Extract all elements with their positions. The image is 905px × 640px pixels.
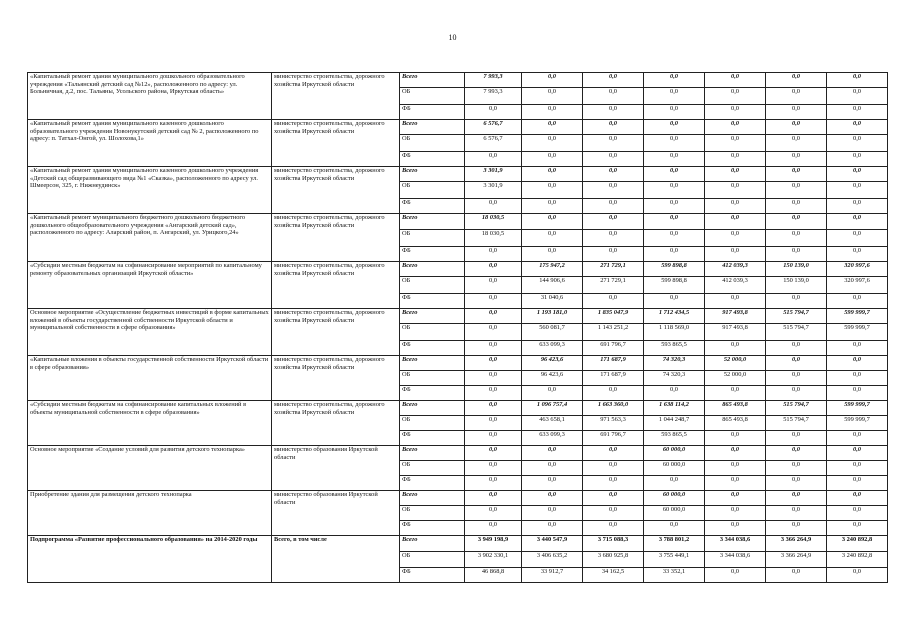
value-cell: 0,0: [465, 294, 522, 309]
value-cell: 633 099,3: [522, 431, 583, 446]
value-cell: 0,0: [583, 521, 644, 536]
value-cell: 0,0: [644, 105, 705, 120]
measure-description: «Капитальный ремонт муниципального бюджетного дошкольного бюджетного дошкольного общеобразовательного учреждения «Ангарский детский сад», расположенного по адресу: Аларский район, п. Ангарский, ул. Урицкого,24»: [28, 214, 272, 262]
value-cell: 320 997,6: [827, 277, 888, 294]
value-cell: 0,0: [766, 230, 827, 247]
value-cell: 0,0: [644, 521, 705, 536]
value-cell: 1 143 251,2: [583, 324, 644, 341]
value-cell: 3 440 547,9: [522, 536, 583, 552]
value-cell: 96 423,6: [522, 371, 583, 386]
value-cell: 0,0: [827, 152, 888, 167]
table-row: [28, 120, 888, 135]
funding-source-cell: ОБ: [400, 506, 465, 521]
measure-description: Приобретение здания для размещения детского технопарка: [28, 491, 272, 536]
value-cell: 96 423,6: [522, 356, 583, 371]
value-cell: 0,0: [766, 371, 827, 386]
value-cell: 0,0: [827, 120, 888, 135]
value-cell: 0,0: [766, 476, 827, 491]
value-cell: 412 039,3: [705, 277, 766, 294]
funding-source-cell: ФБ: [400, 476, 465, 491]
value-cell: 52 000,0: [705, 371, 766, 386]
value-cell: 0,0: [827, 88, 888, 105]
value-cell: 1 096 757,4: [522, 401, 583, 416]
value-cell: 0,0: [583, 476, 644, 491]
value-cell: 0,0: [465, 491, 522, 506]
value-cell: 0,0: [522, 105, 583, 120]
value-cell: 0,0: [644, 247, 705, 262]
funding-source-cell: Всего: [400, 262, 465, 277]
value-cell: 0,0: [583, 182, 644, 199]
table-row: [28, 309, 888, 324]
measure-description: «Капитальные вложения в объекты государственной собственности Иркутской области в сфере образования»: [28, 356, 272, 401]
value-cell: 0,0: [583, 230, 644, 247]
value-cell: 0,0: [522, 167, 583, 182]
executor-cell: министерство образования Иркутской области: [272, 446, 400, 491]
value-cell: 0,0: [705, 135, 766, 152]
value-cell: 0,0: [465, 199, 522, 214]
page-number: 10: [448, 33, 457, 42]
value-cell: 0,0: [583, 88, 644, 105]
value-cell: 0,0: [465, 401, 522, 416]
value-cell: 0,0: [766, 568, 827, 583]
value-cell: 320 997,6: [827, 262, 888, 277]
value-cell: 33 352,1: [644, 568, 705, 583]
value-cell: 0,0: [766, 135, 827, 152]
budget-table: [27, 72, 888, 583]
value-cell: 0,0: [465, 152, 522, 167]
funding-source-cell: Всего: [400, 120, 465, 135]
value-cell: 0,0: [766, 386, 827, 401]
value-cell: 1 663 360,0: [583, 401, 644, 416]
value-cell: 0,0: [766, 247, 827, 262]
value-cell: 0,0: [705, 247, 766, 262]
value-cell: 691 796,7: [583, 431, 644, 446]
value-cell: 0,0: [644, 230, 705, 247]
funding-source-cell: ФБ: [400, 294, 465, 309]
funding-source-cell: Всего: [400, 167, 465, 182]
value-cell: 0,0: [522, 386, 583, 401]
value-cell: 0,0: [583, 120, 644, 135]
value-cell: 1 118 569,0: [644, 324, 705, 341]
value-cell: 0,0: [522, 446, 583, 461]
value-cell: 0,0: [705, 506, 766, 521]
value-cell: 60 000,0: [644, 461, 705, 476]
value-cell: 0,0: [465, 262, 522, 277]
funding-source-cell: Всего: [400, 536, 465, 552]
value-cell: 0,0: [465, 247, 522, 262]
value-cell: 0,0: [644, 182, 705, 199]
table-row: [28, 536, 888, 552]
value-cell: 3 240 892,8: [827, 536, 888, 552]
table-row: [28, 167, 888, 182]
measure-description: Основное мероприятие «Осуществление бюджетных инвестиций в форме капитальных вложений в объекты государственной собственности Иркутской области и муниципальной собственности в сфере образования»: [28, 309, 272, 356]
value-cell: 599 999,7: [827, 416, 888, 431]
value-cell: 515 794,7: [766, 416, 827, 431]
value-cell: 0,0: [465, 461, 522, 476]
value-cell: 593 865,5: [644, 431, 705, 446]
funding-source-cell: ОБ: [400, 324, 465, 341]
funding-source-cell: Всего: [400, 401, 465, 416]
value-cell: 0,0: [522, 182, 583, 199]
funding-source-cell: ФБ: [400, 431, 465, 446]
value-cell: 0,0: [583, 247, 644, 262]
value-cell: 0,0: [583, 461, 644, 476]
value-cell: 3 301,9: [465, 167, 522, 182]
value-cell: 599 898,8: [644, 262, 705, 277]
value-cell: 0,0: [583, 152, 644, 167]
value-cell: 0,0: [465, 371, 522, 386]
value-cell: 0,0: [705, 476, 766, 491]
value-cell: 0,0: [522, 230, 583, 247]
value-cell: 171 687,9: [583, 371, 644, 386]
value-cell: 0,0: [705, 521, 766, 536]
value-cell: 599 999,7: [827, 309, 888, 324]
value-cell: 0,0: [583, 73, 644, 88]
funding-source-cell: ОБ: [400, 461, 465, 476]
value-cell: 0,0: [465, 356, 522, 371]
value-cell: 0,0: [827, 491, 888, 506]
value-cell: 0,0: [766, 294, 827, 309]
value-cell: 46 868,8: [465, 568, 522, 583]
value-cell: 0,0: [705, 167, 766, 182]
value-cell: 0,0: [522, 88, 583, 105]
value-cell: 271 729,1: [583, 262, 644, 277]
value-cell: 6 576,7: [465, 135, 522, 152]
value-cell: 0,0: [705, 88, 766, 105]
value-cell: 0,0: [522, 214, 583, 230]
value-cell: 3 344 038,6: [705, 552, 766, 568]
value-cell: 0,0: [705, 431, 766, 446]
value-cell: 171 687,9: [583, 356, 644, 371]
table-row: [28, 356, 888, 371]
value-cell: 7 993,3: [465, 88, 522, 105]
value-cell: 865 493,8: [705, 401, 766, 416]
value-cell: 515 794,7: [766, 324, 827, 341]
funding-source-cell: ФБ: [400, 105, 465, 120]
value-cell: 0,0: [827, 521, 888, 536]
value-cell: 3 366 264,9: [766, 536, 827, 552]
value-cell: 3 715 088,3: [583, 536, 644, 552]
value-cell: 0,0: [465, 431, 522, 446]
funding-source-cell: ОБ: [400, 552, 465, 568]
funding-source-cell: ФБ: [400, 199, 465, 214]
value-cell: 0,0: [644, 167, 705, 182]
value-cell: 599 999,7: [827, 324, 888, 341]
value-cell: 0,0: [465, 506, 522, 521]
value-cell: 0,0: [644, 214, 705, 230]
measure-description: «Капитальный ремонт здания муниципального казенного дошкольного учреждения «Детский сад общеразвивающего вида №1 «Сказка», расположенного по адресу ул. Шмеерсон, 325, г. Нижнеудинск»: [28, 167, 272, 214]
value-cell: 0,0: [644, 386, 705, 401]
value-cell: 0,0: [644, 294, 705, 309]
value-cell: 0,0: [583, 214, 644, 230]
value-cell: 0,0: [465, 521, 522, 536]
executor-cell: министерство строительства, дорожного хозяйства Иркутской области: [272, 262, 400, 309]
value-cell: 0,0: [705, 214, 766, 230]
value-cell: 0,0: [766, 356, 827, 371]
value-cell: 412 039,3: [705, 262, 766, 277]
value-cell: 0,0: [522, 247, 583, 262]
value-cell: 1 193 181,0: [522, 309, 583, 324]
measure-description: «Субсидии местным бюджетам на софинансирование капитальных вложений в объекты муниципальной собственности в сфере образования»: [28, 401, 272, 446]
table-row: [28, 491, 888, 506]
value-cell: 0,0: [705, 182, 766, 199]
value-cell: 33 912,7: [522, 568, 583, 583]
value-cell: 34 162,5: [583, 568, 644, 583]
value-cell: 599 898,8: [644, 277, 705, 294]
value-cell: 0,0: [705, 199, 766, 214]
funding-source-cell: Всего: [400, 491, 465, 506]
value-cell: 0,0: [705, 568, 766, 583]
value-cell: 3 949 198,9: [465, 536, 522, 552]
executor-cell: министерство строительства, дорожного хозяйства Иркутской области: [272, 120, 400, 167]
value-cell: 0,0: [522, 506, 583, 521]
value-cell: 0,0: [827, 341, 888, 356]
value-cell: 0,0: [522, 152, 583, 167]
executor-cell: министерство образования Иркутской области: [272, 491, 400, 536]
measure-description: Основное мероприятие «Создание условий для развития детского технопарка»: [28, 446, 272, 491]
value-cell: 0,0: [465, 416, 522, 431]
value-cell: 0,0: [766, 105, 827, 120]
funding-source-cell: ОБ: [400, 416, 465, 431]
table-row: [28, 446, 888, 461]
value-cell: 18 030,5: [465, 214, 522, 230]
value-cell: 144 906,6: [522, 277, 583, 294]
value-cell: 463 658,1: [522, 416, 583, 431]
table-row: [28, 262, 888, 277]
measure-description: «Капитальный ремонт здания муниципального дошкольного образовательного учреждения «Тальянский детский сад №12», расположенного по адресу: ул. Больничная, д.2, пос. Тальяны, Усольского района, Иркутская область»: [28, 73, 272, 120]
value-cell: 0,0: [644, 88, 705, 105]
value-cell: 917 493,8: [705, 309, 766, 324]
value-cell: 3 902 330,1: [465, 552, 522, 568]
value-cell: 0,0: [827, 167, 888, 182]
value-cell: 175 947,2: [522, 262, 583, 277]
executor-cell: Всего, в том числе: [272, 536, 400, 583]
funding-source-cell: Всего: [400, 446, 465, 461]
table-row: [28, 214, 888, 230]
value-cell: 0,0: [522, 120, 583, 135]
value-cell: 0,0: [827, 230, 888, 247]
value-cell: 0,0: [522, 73, 583, 88]
value-cell: 0,0: [705, 446, 766, 461]
value-cell: 633 099,3: [522, 341, 583, 356]
value-cell: 0,0: [583, 167, 644, 182]
value-cell: 0,0: [522, 461, 583, 476]
value-cell: 0,0: [705, 105, 766, 120]
value-cell: 0,0: [827, 356, 888, 371]
value-cell: 0,0: [766, 73, 827, 88]
value-cell: 0,0: [705, 120, 766, 135]
value-cell: 515 794,7: [766, 401, 827, 416]
value-cell: 3 755 449,1: [644, 552, 705, 568]
value-cell: 0,0: [827, 214, 888, 230]
executor-cell: министерство строительства, дорожного хозяйства Иркутской области: [272, 356, 400, 401]
value-cell: 0,0: [827, 461, 888, 476]
funding-source-cell: ФБ: [400, 521, 465, 536]
funding-source-cell: ОБ: [400, 277, 465, 294]
value-cell: 0,0: [465, 446, 522, 461]
value-cell: 74 320,3: [644, 371, 705, 386]
value-cell: 0,0: [827, 506, 888, 521]
value-cell: 0,0: [766, 167, 827, 182]
value-cell: 0,0: [522, 199, 583, 214]
value-cell: 0,0: [644, 476, 705, 491]
value-cell: 0,0: [705, 73, 766, 88]
value-cell: 0,0: [827, 135, 888, 152]
value-cell: 1 044 248,7: [644, 416, 705, 431]
value-cell: 31 040,6: [522, 294, 583, 309]
table-row: [28, 73, 888, 88]
value-cell: 0,0: [583, 446, 644, 461]
value-cell: 0,0: [644, 135, 705, 152]
value-cell: 0,0: [465, 476, 522, 491]
value-cell: 0,0: [583, 294, 644, 309]
value-cell: 0,0: [583, 491, 644, 506]
value-cell: 1 835 047,9: [583, 309, 644, 324]
value-cell: 0,0: [766, 120, 827, 135]
value-cell: 0,0: [465, 386, 522, 401]
value-cell: 74 320,3: [644, 356, 705, 371]
value-cell: 0,0: [522, 521, 583, 536]
value-cell: 865 493,8: [705, 416, 766, 431]
value-cell: 0,0: [465, 309, 522, 324]
table-row: [28, 401, 888, 416]
funding-source-cell: ФБ: [400, 247, 465, 262]
funding-source-cell: ОБ: [400, 371, 465, 386]
executor-cell: министерство строительства, дорожного хозяйства Иркутской области: [272, 73, 400, 120]
value-cell: 52 000,0: [705, 356, 766, 371]
funding-source-cell: ОБ: [400, 135, 465, 152]
value-cell: 0,0: [705, 461, 766, 476]
value-cell: 0,0: [644, 199, 705, 214]
value-cell: 0,0: [465, 105, 522, 120]
executor-cell: министерство строительства, дорожного хозяйства Иркутской области: [272, 214, 400, 262]
value-cell: 60 000,0: [644, 491, 705, 506]
value-cell: 0,0: [465, 341, 522, 356]
value-cell: 0,0: [705, 491, 766, 506]
value-cell: 0,0: [766, 152, 827, 167]
value-cell: 0,0: [705, 294, 766, 309]
value-cell: 0,0: [583, 506, 644, 521]
value-cell: 0,0: [827, 446, 888, 461]
value-cell: 0,0: [522, 135, 583, 152]
value-cell: 0,0: [583, 135, 644, 152]
value-cell: 3 680 925,8: [583, 552, 644, 568]
value-cell: 0,0: [827, 568, 888, 583]
funding-source-cell: ОБ: [400, 182, 465, 199]
value-cell: 515 794,7: [766, 309, 827, 324]
funding-source-cell: ФБ: [400, 386, 465, 401]
value-cell: 0,0: [705, 386, 766, 401]
value-cell: 0,0: [766, 199, 827, 214]
funding-source-cell: Всего: [400, 309, 465, 324]
value-cell: 0,0: [522, 476, 583, 491]
value-cell: 0,0: [465, 324, 522, 341]
value-cell: 0,0: [827, 247, 888, 262]
value-cell: 18 030,5: [465, 230, 522, 247]
value-cell: 3 344 038,6: [705, 536, 766, 552]
funding-source-cell: ФБ: [400, 152, 465, 167]
value-cell: 599 999,7: [827, 401, 888, 416]
measure-description: Подпрограмма «Развитие профессионального образования» на 2014-2020 годы: [28, 536, 272, 583]
funding-source-cell: Всего: [400, 214, 465, 230]
value-cell: 0,0: [766, 341, 827, 356]
value-cell: 0,0: [766, 182, 827, 199]
value-cell: 560 081,7: [522, 324, 583, 341]
value-cell: 0,0: [827, 182, 888, 199]
value-cell: 60 000,0: [644, 446, 705, 461]
value-cell: 0,0: [827, 105, 888, 120]
value-cell: 971 563,3: [583, 416, 644, 431]
funding-source-cell: ОБ: [400, 230, 465, 247]
value-cell: 3 788 801,2: [644, 536, 705, 552]
value-cell: 0,0: [766, 461, 827, 476]
value-cell: 0,0: [827, 386, 888, 401]
value-cell: 0,0: [583, 105, 644, 120]
value-cell: 0,0: [827, 431, 888, 446]
value-cell: 3 240 892,8: [827, 552, 888, 568]
funding-source-cell: ОБ: [400, 88, 465, 105]
value-cell: 1 638 114,2: [644, 401, 705, 416]
value-cell: 0,0: [644, 73, 705, 88]
value-cell: 7 993,3: [465, 73, 522, 88]
value-cell: 150 139,0: [766, 277, 827, 294]
value-cell: 0,0: [766, 506, 827, 521]
value-cell: 691 796,7: [583, 341, 644, 356]
value-cell: 0,0: [766, 88, 827, 105]
executor-cell: министерство строительства, дорожного хозяйства Иркутской области: [272, 309, 400, 356]
value-cell: 0,0: [705, 341, 766, 356]
value-cell: 1 712 434,5: [644, 309, 705, 324]
value-cell: 0,0: [766, 431, 827, 446]
funding-source-cell: Всего: [400, 73, 465, 88]
value-cell: 0,0: [827, 199, 888, 214]
measure-description: «Капитальный ремонт здания муниципального казенного дошкольного образовательного учреждения Новонукутский детский сад № 2, расположенного по адресу: п. Татхал-Онгой, ул. Шолохова,1»: [28, 120, 272, 167]
value-cell: 60 000,0: [644, 506, 705, 521]
value-cell: 0,0: [644, 152, 705, 167]
value-cell: 271 729,1: [583, 277, 644, 294]
executor-cell: министерство строительства, дорожного хозяйства Иркутской области: [272, 401, 400, 446]
value-cell: 0,0: [827, 294, 888, 309]
value-cell: 0,0: [644, 120, 705, 135]
funding-source-cell: Всего: [400, 356, 465, 371]
value-cell: 6 576,7: [465, 120, 522, 135]
value-cell: 3 366 264,9: [766, 552, 827, 568]
value-cell: 0,0: [766, 521, 827, 536]
value-cell: 917 493,8: [705, 324, 766, 341]
value-cell: 150 139,0: [766, 262, 827, 277]
value-cell: 3 301,9: [465, 182, 522, 199]
funding-source-cell: ФБ: [400, 341, 465, 356]
funding-source-cell: ФБ: [400, 568, 465, 583]
executor-cell: министерство строительства, дорожного хозяйства Иркутской области: [272, 167, 400, 214]
value-cell: 3 406 635,2: [522, 552, 583, 568]
value-cell: 0,0: [766, 214, 827, 230]
value-cell: 0,0: [827, 476, 888, 491]
value-cell: 0,0: [465, 277, 522, 294]
value-cell: 0,0: [583, 199, 644, 214]
value-cell: 0,0: [705, 152, 766, 167]
value-cell: 593 865,5: [644, 341, 705, 356]
value-cell: 0,0: [766, 491, 827, 506]
value-cell: 0,0: [583, 386, 644, 401]
value-cell: 0,0: [827, 371, 888, 386]
value-cell: 0,0: [522, 491, 583, 506]
value-cell: 0,0: [705, 230, 766, 247]
value-cell: 0,0: [827, 73, 888, 88]
measure-description: «Субсидии местным бюджетам на софинансирование мероприятий по капитальному ремонту образовательных организаций Иркутской области»: [28, 262, 272, 309]
value-cell: 0,0: [766, 446, 827, 461]
